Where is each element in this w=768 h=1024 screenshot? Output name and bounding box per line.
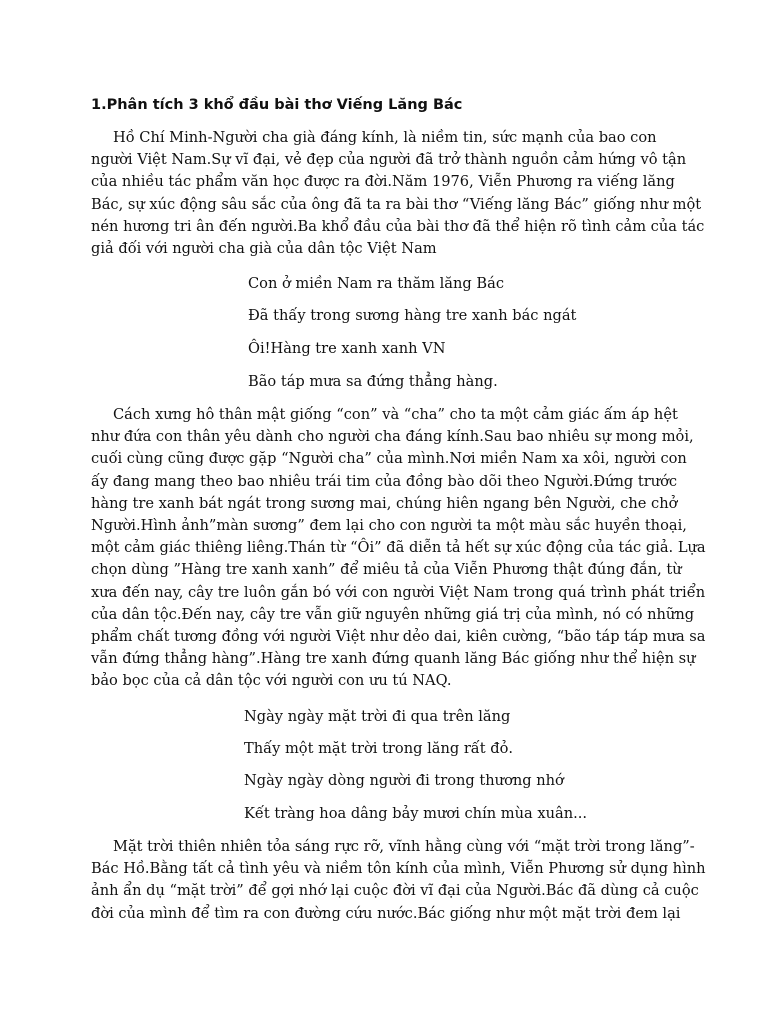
paragraph-line: chọn dùng ”Hàng tre xanh xanh” để miêu tả của Viễn Phương thật đúng đắn, từ: [91, 561, 682, 579]
paragraph-line: hàng tre xanh bát ngát trong sương mai, chúng hiên ngang bên Người, che chở: [91, 494, 678, 512]
paragraph-line: đời của mình để tìm ra con đường cứu nước.Bác giống như một mặt trời đem lại: [91, 904, 681, 922]
section-heading: 1.Phân tích 3 khổ đầu bài thơ Viếng Lăng Bác: [91, 97, 463, 113]
verse-line: Thấy một mặt trời trong lăng rất đỏ.: [244, 740, 514, 757]
paragraph-line: Người.Hình ảnh”màn sương” đem lại cho con người ta một màu sắc huyền thoại,: [91, 517, 687, 535]
paragraph-line: của nhiều tác phẩm văn học được ra đời.Năm 1976, Viễn Phương ra viếng lăng: [91, 173, 675, 191]
verse-line: Con ở miền Nam ra thăm lăng Bác: [248, 275, 504, 292]
paragraph-line: phẩm chất tương đồng với người Việt như dẻo dai, kiên cường, “bão táp táp mưa sa: [91, 628, 706, 646]
paragraph-1: [91, 127, 705, 260]
paragraph-line: ấy đang mang theo bao nhiêu trái tim của đồng bào dõi theo Người.Đứng trước: [91, 472, 678, 490]
paragraph-3: [91, 836, 706, 925]
paragraph-line: người Việt Nam.Sự vĩ đại, vẻ đẹp của người đã trở thành nguồn cảm hứng vô tận: [91, 151, 687, 169]
paragraph-line: như đứa con thân yêu dành cho người cha đáng kính.Sau bao nhiêu sự mong mỏi,: [91, 428, 694, 446]
verse-line: Ngày ngày dòng người đi trong thương nhớ: [244, 772, 564, 789]
verse-line: Bão táp mưa sa đứng thẳng hàng.: [248, 373, 498, 390]
paragraph-line: cuối cùng cũng được gặp “Người cha” của mình.Nơi miền Nam xa xôi, người con: [91, 450, 687, 468]
verse-line: Ngày ngày mặt trời đi qua trên lăng: [244, 708, 511, 725]
paragraph-line: một cảm giác thiêng liêng.Thán từ “Ôi” đã diễn tả hết sự xúc động của tác giả. Lựa: [91, 539, 706, 557]
verse-line: Đã thấy trong sương hàng tre xanh bác ngát: [248, 307, 577, 324]
paragraph-line: xưa đến nay, cây tre luôn gắn bó với con người Việt Nam trong quá trình phát triển: [91, 583, 706, 601]
paragraph-line: bảo bọc của cả dân tộc với người con ưu tú NAQ.: [91, 672, 452, 690]
paragraph-line: Bác Hồ.Bằng tất cả tình yêu và niềm tôn kính của mình, Viễn Phương sử dụng hình: [91, 860, 706, 878]
verse-line: Kết tràng hoa dâng bảy mươi chín mùa xuân...: [244, 805, 588, 822]
paragraph-line: nén hương tri ân đến người.Ba khổ đầu của bài thơ đã thể hiện rõ tình cảm của tác: [91, 217, 705, 235]
paragraph-2: [91, 404, 706, 693]
paragraph-line: Bác, sự xúc động sâu sắc của ông đã ta ra bài thơ “Viếng lăng Bác” giống như một: [91, 195, 702, 213]
paragraph-line: Hồ Chí Minh-Người cha già đáng kính, là niềm tin, sức mạnh của bao con: [113, 129, 657, 146]
paragraph-line: vẫn đứng thẳng hàng”.Hàng tre xanh đứng quanh lăng Bác giống như thể hiện sự: [91, 650, 696, 668]
paragraph-line: Mặt trời thiên nhiên tỏa sáng rực rỡ, vĩnh hằng cùng với “mặt trời trong lăng”-: [113, 838, 695, 855]
paragraph-line: giả đối với người cha già của dân tộc Việt Nam: [91, 240, 437, 258]
paragraph-line: ảnh ẩn dụ “mặt trời” để gợi nhớ lại cuộc đời vĩ đại của Người.Bác đã dùng cả cuộc: [91, 882, 699, 900]
verse-line: Ôi!Hàng tre xanh xanh VN: [248, 340, 446, 357]
paragraph-line: của dân tộc.Đến nay, cây tre vẫn giữ nguyên những giá trị của mình, nó có những: [91, 605, 695, 623]
paragraph-line: Cách xưng hô thân mật giống “con” và “cha” cho ta một cảm giác ấm áp hệt: [113, 406, 678, 423]
